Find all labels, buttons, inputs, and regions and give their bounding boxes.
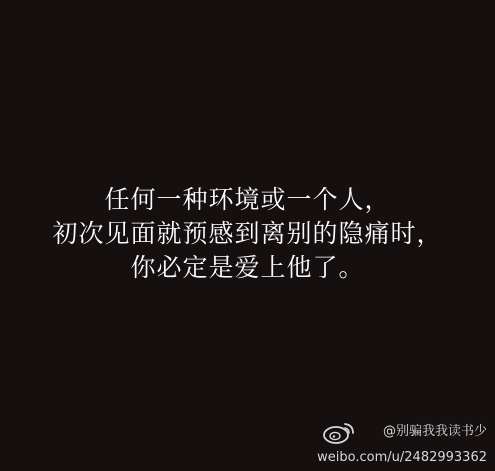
quote-line-2: 初次见面就预感到离别的隐痛时，: [52, 219, 443, 248]
weibo-watermark: [307, 419, 487, 467]
watermark-url: weibo.com/u/2482993362: [317, 450, 487, 465]
quote-text: [0, 183, 495, 285]
weibo-logo-icon: [323, 420, 357, 444]
quote-line-3: 你必定是爱上他了。: [130, 253, 365, 282]
watermark-handle: @别骗我我读书少: [382, 424, 487, 439]
quote-line-1: 任何一种环境或一个人，: [104, 185, 391, 214]
